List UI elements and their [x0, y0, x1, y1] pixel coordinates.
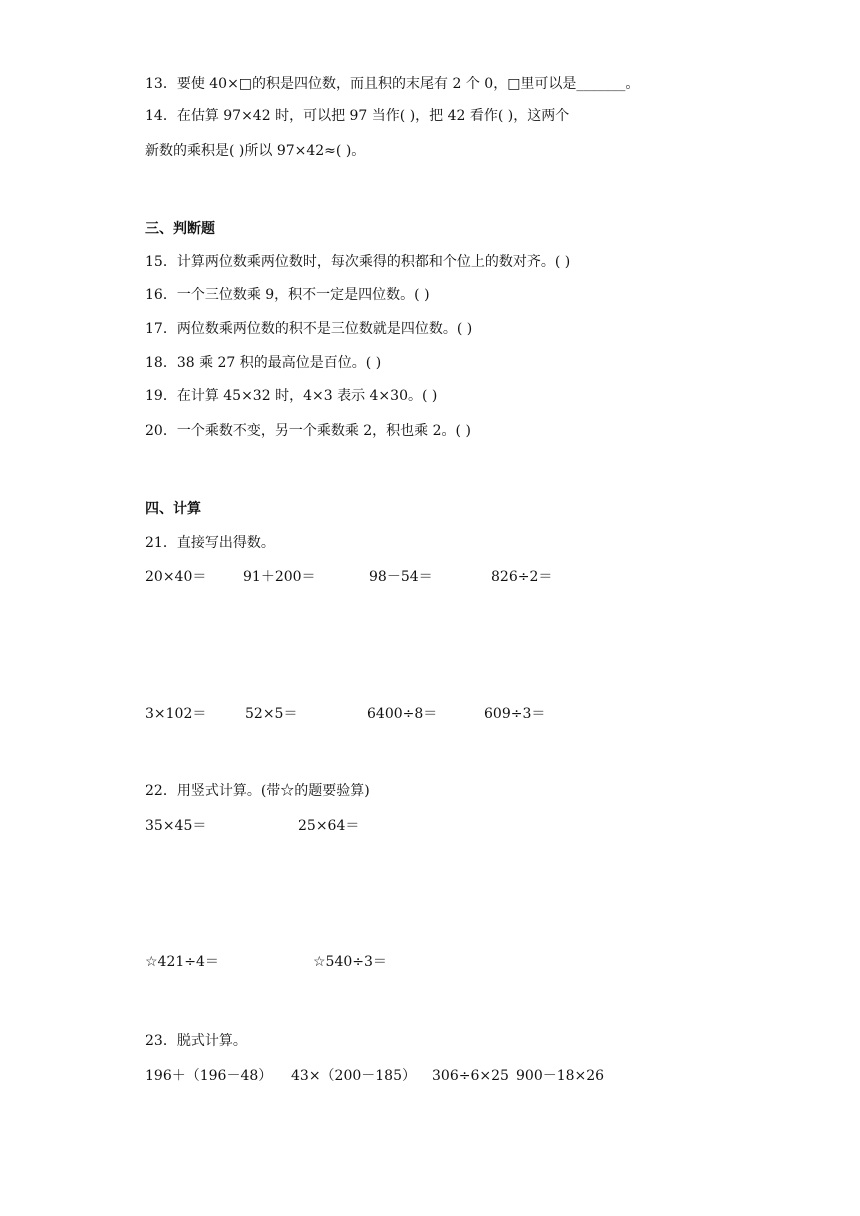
q22-expr-2: 25×64＝: [298, 818, 360, 834]
question-20: 20．一个乘数不变，另一个乘数乘 2，积也乘 2。( ): [145, 423, 471, 439]
question-22-title: 22．用竖式计算。(带☆的题要验算): [145, 783, 370, 799]
q21-expr-5: 3×102＝: [145, 706, 207, 722]
q23-expr-2: 43×（200－185）: [291, 1068, 416, 1084]
question-13: 13．要使 40×□的积是四位数，而且积的末尾有 2 个 0，□里可以是_______。: [145, 76, 640, 92]
question-14-line-1: 14．在估算 97×42 时，可以把 97 当作( )，把 42 看作( )，这两个: [145, 108, 570, 124]
q23-expr-4: 900－18×26: [516, 1068, 605, 1084]
question-15: 15．计算两位数乘两位数时，每次乘得的积都和个位上的数对齐。( ): [145, 254, 571, 270]
q22-expr-1: 35×45＝: [145, 818, 207, 834]
question-23-title: 23．脱式计算。: [145, 1033, 247, 1049]
q21-expr-2: 91＋200＝: [243, 569, 316, 585]
section-4-title: 四、计算: [145, 501, 201, 517]
question-18: 18．38 乘 27 积的最高位是百位。( ): [145, 355, 382, 371]
q21-expr-7: 6400÷8＝: [367, 706, 438, 722]
question-19: 19．在计算 45×32 时，4×3 表示 4×30。( ): [145, 388, 438, 404]
question-21-title: 21．直接写出得数。: [145, 535, 275, 551]
q21-expr-1: 20×40＝: [145, 569, 207, 585]
q21-expr-8: 609÷3＝: [484, 706, 546, 722]
question-16: 16．一个三位数乘 9，积不一定是四位数。( ): [145, 287, 430, 303]
q22-expr-4: ☆540÷3＝: [313, 954, 387, 970]
q21-expr-3: 98－54＝: [369, 569, 433, 585]
question-14-line-2: 新数的乘积是( )所以 97×42≈( )。: [145, 143, 366, 159]
q23-expr-1: 196＋（196－48）: [145, 1068, 273, 1084]
q21-expr-6: 52×5＝: [245, 706, 298, 722]
q22-expr-3: ☆421÷4＝: [145, 954, 219, 970]
q21-expr-4: 826÷2＝: [491, 569, 553, 585]
q23-expr-3: 306÷6×25: [432, 1068, 509, 1084]
question-17: 17．两位数乘两位数的积不是三位数就是四位数。( ): [145, 321, 473, 337]
section-3-title: 三、判断题: [145, 221, 215, 237]
